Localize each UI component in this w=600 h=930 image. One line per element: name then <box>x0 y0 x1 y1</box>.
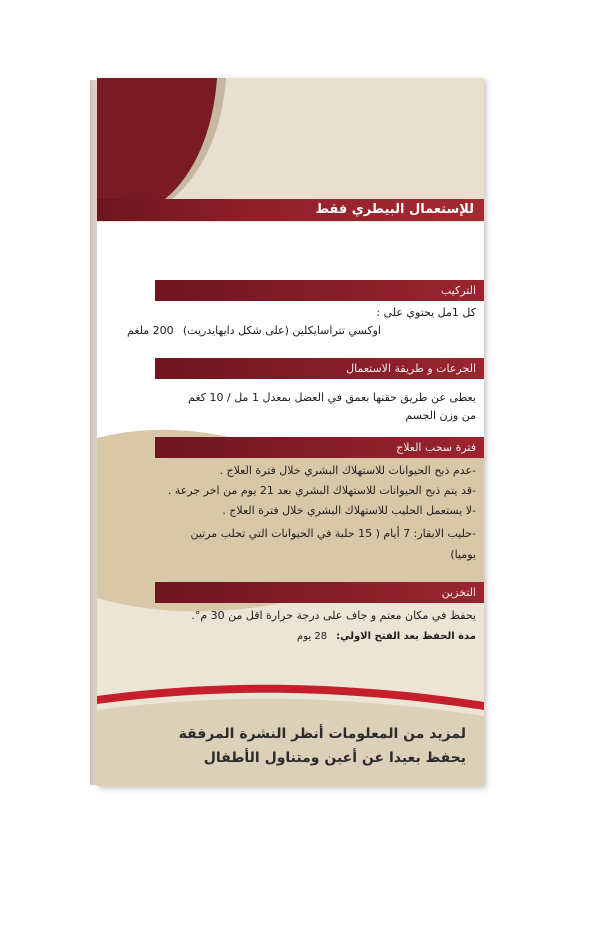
storage-after-open-label: مدة الحفظ بعد الفتح الاولي: <box>336 631 476 642</box>
section-header-withdrawal: فترة سحب العلاج <box>155 437 484 458</box>
dosage-line-2: من وزن الجسم <box>405 409 476 422</box>
section-header-storage: التخزين <box>155 582 484 603</box>
composition-amount: 200 ملغم <box>127 324 174 337</box>
footer-line-2: يحفظ بعيدا عن أعين ومتناول الأطفال <box>203 750 466 766</box>
section-header-composition: التركيب <box>155 280 484 301</box>
composition-line-1: كل 1مل يحتوي على : <box>376 306 476 319</box>
withdrawal-line-2: -قد يتم ذبح الحيوانات للاستهلاك البشري بعد 21 يوم من اخر جرعة . <box>167 484 476 497</box>
footer-line-1: لمزيد من المعلومات أنظر النشرة المرفقة <box>178 726 466 742</box>
section-header-dosage: الجرعات و طريقة الاستعمال <box>155 358 484 379</box>
box-background-artwork <box>97 78 484 786</box>
withdrawal-line-4: -حليب الابقار: 7 أيام ( 15 حلبة في الحيوانات التي تحلب مرتين <box>190 527 476 540</box>
composition-line-2: اوكسي تتراسايكلين (على شكل دايهايدريت) <box>182 324 381 337</box>
withdrawal-line-1: -عدم ذبح الحيوانات للاستهلاك البشري خلال فترة العلاج . <box>219 464 476 477</box>
lower-band <box>97 699 484 786</box>
withdrawal-line-3: -لا يستعمل الحليب للاستهلاك البشري خلال فترة العلاج . <box>222 504 476 517</box>
storage-after-open-value: 28 يوم <box>297 631 328 642</box>
withdrawal-line-5: يوميا) <box>450 548 476 561</box>
vet-use-label: للإستعمال البيطري فقط <box>315 202 474 217</box>
storage-line-1: يحفظ في مكان معتم و جاف على درجة حرارة اقل من 30 م°. <box>191 609 476 622</box>
medicine-box-side-panel <box>97 78 484 786</box>
dosage-line-1: يعطى عن طريق حقنها بعمق في العضل بمعدل 1 مل / 10 كغم <box>188 391 476 404</box>
